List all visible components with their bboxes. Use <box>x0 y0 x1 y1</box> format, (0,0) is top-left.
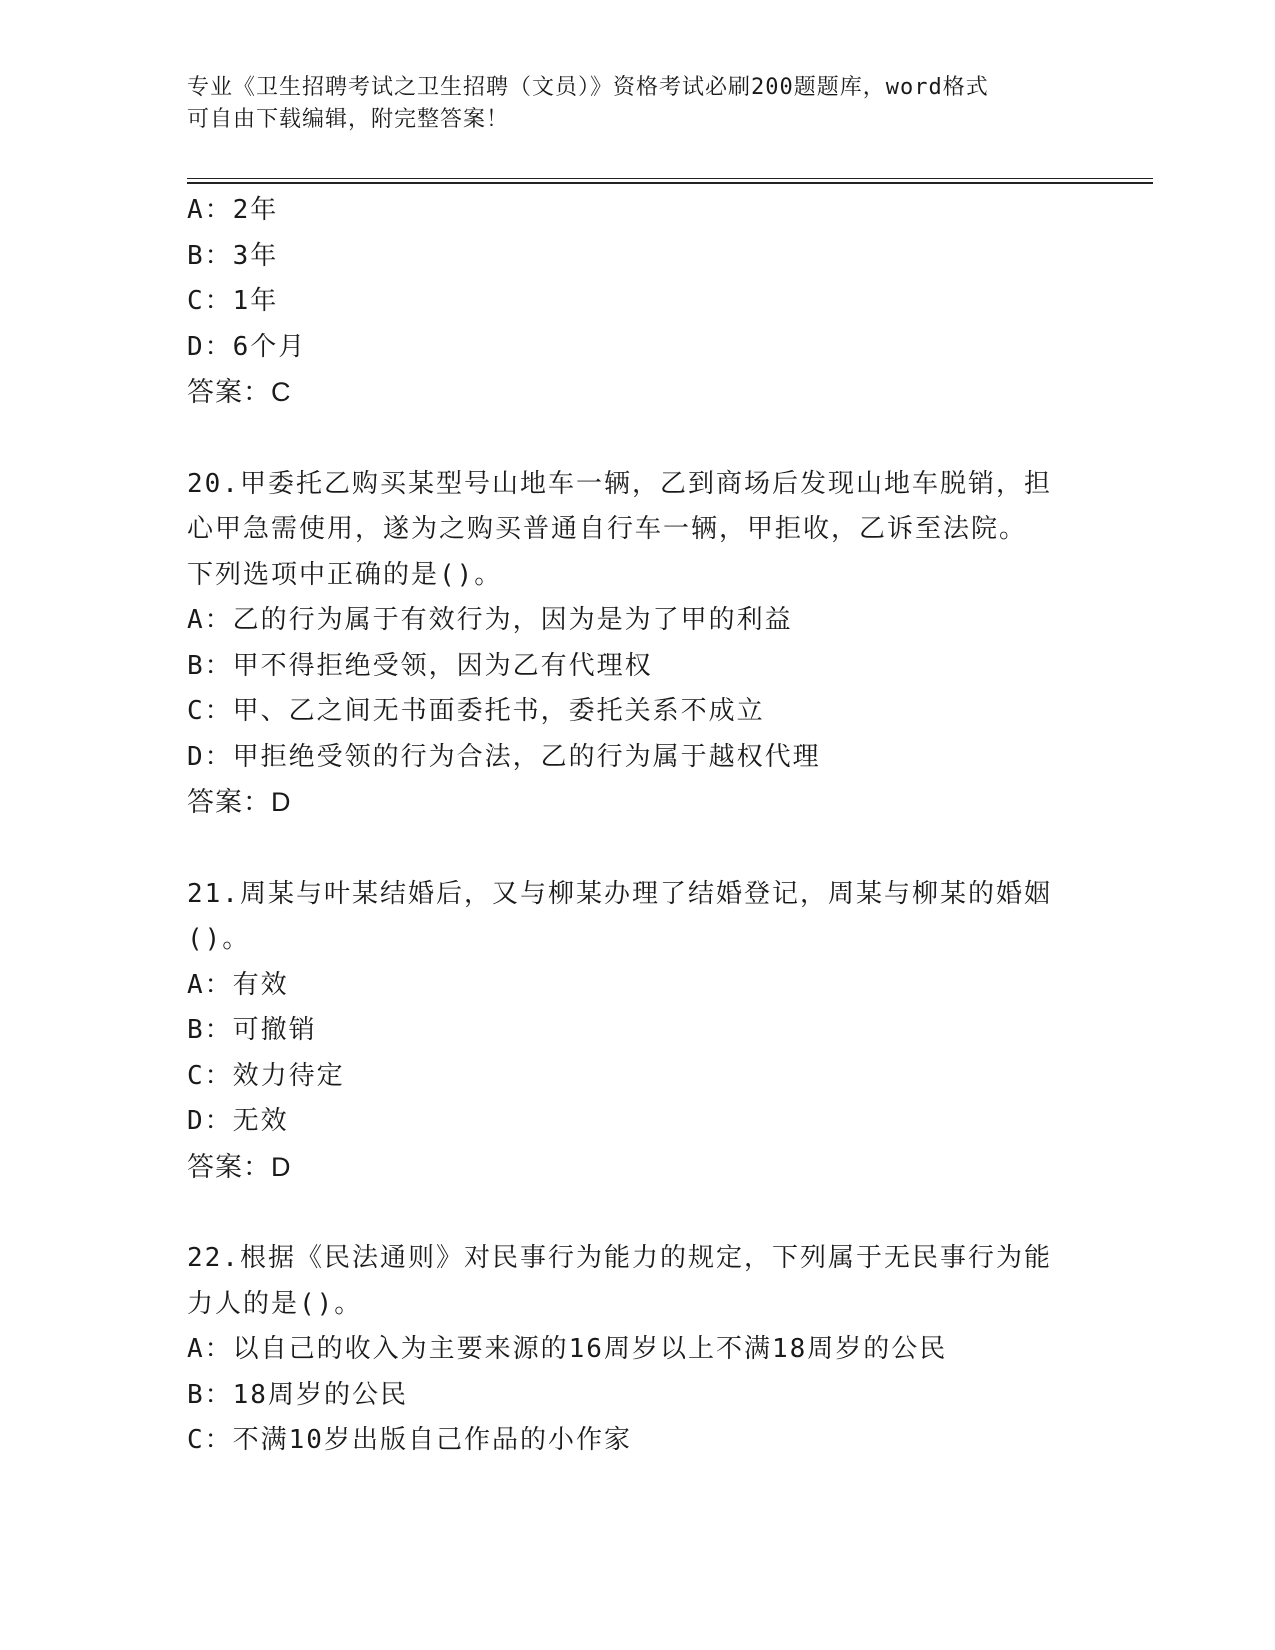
header-divider-thin <box>187 178 1153 179</box>
header-line-2: 可自由下载编辑，附完整答案！ <box>187 107 510 132</box>
option-c: C：1年 <box>187 286 279 316</box>
header-divider-thick <box>187 182 1153 184</box>
option-d: D：无效 <box>187 1106 289 1136</box>
option-d: D：6个月 <box>187 331 307 362</box>
option-c: C：不满10岁出版自己作品的小作家 <box>187 1425 632 1455</box>
option-c: C：效力待定 <box>187 1060 345 1091</box>
question-stem-line: 下列选项中正确的是()。 <box>187 559 503 590</box>
header-line-1: 专业《卫生招聘考试之卫生招聘（文员）》资格考试必刷200题题库，word格式 <box>187 75 989 100</box>
option-b: B：可撤销 <box>187 1015 317 1045</box>
option-c: C：甲、乙之间无书面委托书，委托关系不成立 <box>187 696 765 726</box>
option-d: D：甲拒绝受领的行为合法，乙的行为属于越权代理 <box>187 741 821 772</box>
question-20 <box>187 462 1087 826</box>
answer-line: 答案：C <box>187 377 292 407</box>
option-b: B：甲不得拒绝受领，因为乙有代理权 <box>187 650 653 681</box>
option-a: A：乙的行为属于有效行为，因为是为了甲的利益 <box>187 605 793 635</box>
question-22 <box>187 1236 1087 1464</box>
option-b: B：18周岁的公民 <box>187 1379 408 1410</box>
document-header <box>187 72 1067 136</box>
question-content <box>187 188 1087 1464</box>
option-a: A：以自己的收入为主要来源的16周岁以上不满18周岁的公民 <box>187 1334 948 1364</box>
answer-line: 答案：D <box>187 787 292 817</box>
question-stem-line: 心甲急需使用，遂为之购买普通自行车一辆，甲拒收，乙诉至法院。 <box>187 514 1028 544</box>
question-19 <box>187 188 1087 416</box>
option-a: A：有效 <box>187 969 289 1000</box>
option-a: A：2年 <box>187 195 279 225</box>
question-stem-line: ()。 <box>187 924 251 954</box>
answer-line: 答案：D <box>187 1151 292 1182</box>
question-stem-line: 21.周某与叶某结婚后，又与柳某办理了结婚登记，周某与柳某的婚姻 <box>187 878 1052 909</box>
option-b: B：3年 <box>187 240 279 271</box>
question-stem-line: 22.根据《民法通则》对民事行为能力的规定，下列属于无民事行为能 <box>187 1243 1052 1273</box>
question-stem-line: 20.甲委托乙购买某型号山地车一辆，乙到商场后发现山地车脱销，担 <box>187 468 1052 499</box>
question-stem-line: 力人的是()。 <box>187 1288 363 1319</box>
question-21 <box>187 872 1087 1191</box>
